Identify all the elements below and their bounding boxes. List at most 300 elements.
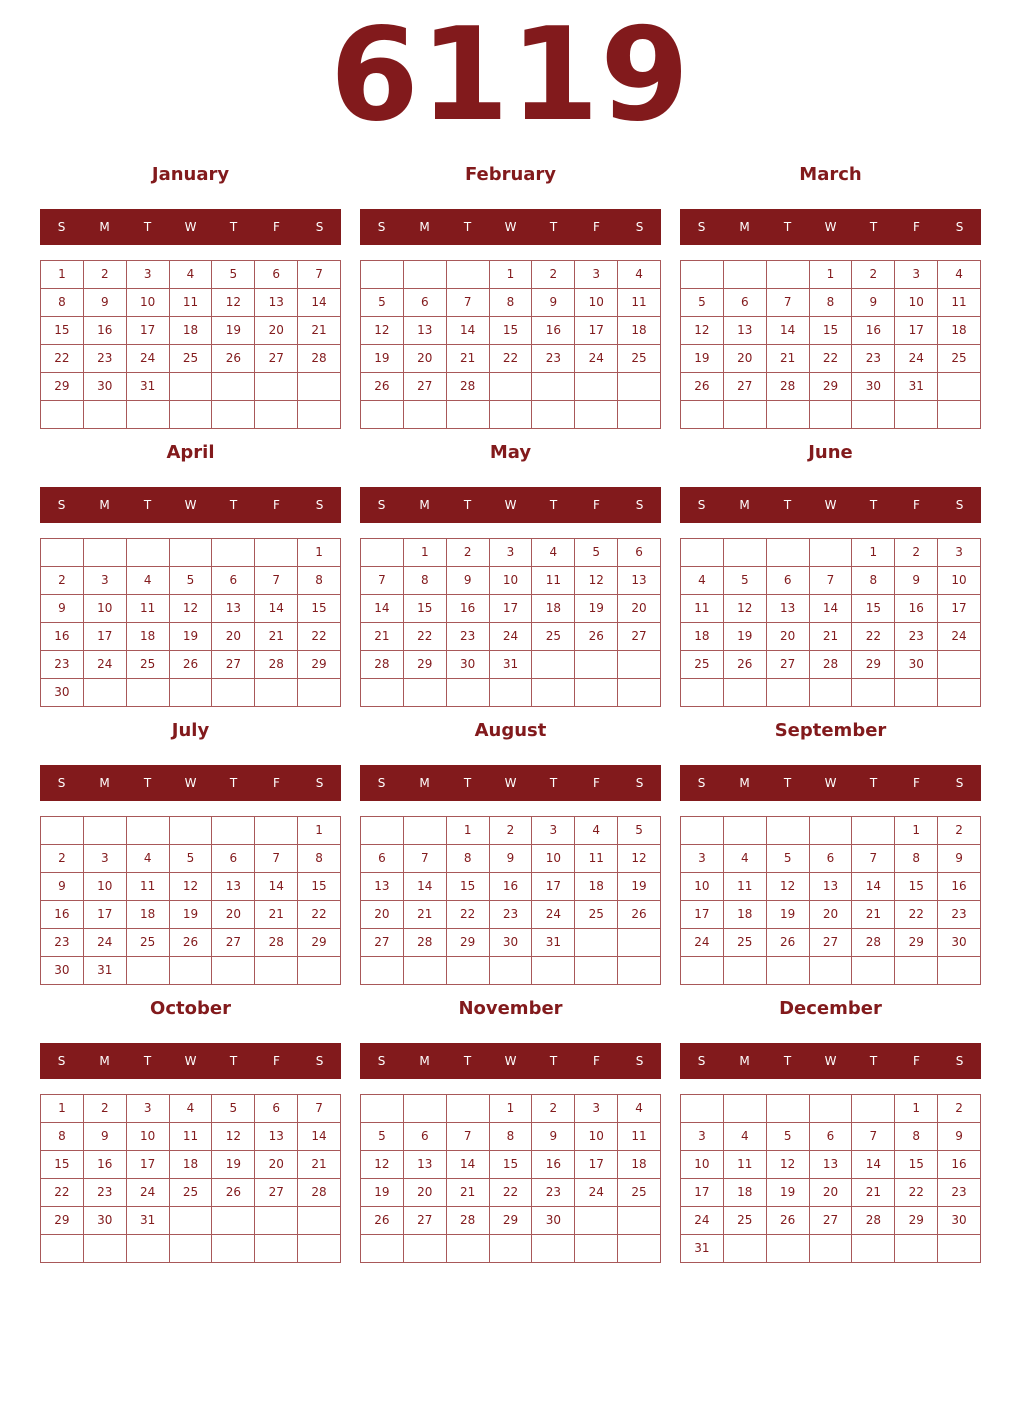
day-cell: 15 [41,1151,84,1179]
day-cell: 9 [490,845,533,873]
day-cell: 4 [127,567,170,595]
empty-day-cell [490,401,533,429]
day-cell: 2 [938,1095,981,1123]
empty-day-cell [532,651,575,679]
empty-day-cell [895,957,938,985]
empty-day-cell [361,817,404,845]
day-cell: 8 [895,1123,938,1151]
day-cell: 11 [170,1123,213,1151]
day-cell: 24 [490,623,533,651]
day-cell: 6 [724,289,767,317]
weekday-header [360,765,661,801]
day-cell: 15 [41,317,84,345]
day-cell: 2 [532,1095,575,1123]
day-cell: 28 [404,929,447,957]
day-cell: 20 [212,901,255,929]
day-cell: 1 [490,1095,533,1123]
month-april [40,438,341,707]
weekday-label: T [229,498,238,512]
weekday-header [40,765,341,801]
weekday-label: W [824,498,837,512]
day-cell: 24 [84,651,127,679]
weekday-header [680,209,981,245]
empty-day-cell [938,651,981,679]
day-cell: 15 [895,873,938,901]
day-cell: 7 [298,261,341,289]
day-cell: 16 [41,623,84,651]
day-cell: 4 [618,261,661,289]
day-cell: 13 [810,1151,853,1179]
day-cell: 31 [895,373,938,401]
day-cell: 6 [810,845,853,873]
weekday-label: F [593,498,600,512]
day-cell: 26 [767,1207,810,1235]
empty-day-cell [532,679,575,707]
empty-day-cell [361,679,404,707]
weekday-label: W [184,220,197,234]
day-cell: 18 [127,901,170,929]
day-cell: 12 [767,873,810,901]
weekday-label: F [913,1054,920,1068]
day-cell: 13 [724,317,767,345]
day-cell: 7 [255,567,298,595]
weekday-header [40,1043,341,1079]
empty-day-cell [170,539,213,567]
day-cell: 3 [490,539,533,567]
empty-day-cell [852,401,895,429]
day-cell: 7 [447,289,490,317]
empty-day-cell [575,679,618,707]
day-cell: 1 [298,539,341,567]
day-cell: 23 [41,929,84,957]
day-cell: 28 [298,345,341,373]
empty-day-cell [255,401,298,429]
weekday-label: W [504,498,517,512]
weekday-label: T [869,498,878,512]
day-cell: 15 [298,595,341,623]
empty-day-cell [84,401,127,429]
day-cell: 30 [41,679,84,707]
day-cell: 5 [618,817,661,845]
month-february [360,160,661,429]
empty-day-cell [618,373,661,401]
weekday-label: T [463,220,472,234]
weekday-label: F [273,776,280,790]
day-cell: 27 [361,929,404,957]
day-cell: 30 [895,651,938,679]
empty-day-cell [447,1095,490,1123]
day-cell: 5 [767,845,810,873]
empty-day-cell [532,957,575,985]
day-cell: 28 [255,651,298,679]
day-cell: 22 [895,901,938,929]
day-cell: 27 [810,929,853,957]
day-cell: 1 [41,261,84,289]
day-cell: 12 [361,317,404,345]
day-cell: 9 [532,1123,575,1151]
day-cell: 7 [767,289,810,317]
day-cell: 24 [895,345,938,373]
day-cell: 1 [810,261,853,289]
weekday-label: S [377,776,386,790]
day-cell: 12 [618,845,661,873]
day-cell: 19 [618,873,661,901]
empty-day-cell [852,1235,895,1263]
weekday-label: T [869,220,878,234]
empty-day-cell [618,957,661,985]
day-cell: 2 [938,817,981,845]
empty-day-cell [212,373,255,401]
empty-day-cell [127,679,170,707]
day-cell: 22 [490,345,533,373]
empty-day-cell [810,679,853,707]
day-cell: 24 [84,929,127,957]
day-cell: 6 [212,567,255,595]
weekday-label: S [57,220,66,234]
month-name: March [799,164,862,185]
day-cell: 11 [618,1123,661,1151]
day-cell: 24 [127,345,170,373]
day-cell: 22 [404,623,447,651]
day-cell: 11 [575,845,618,873]
empty-day-cell [938,679,981,707]
day-cell: 24 [575,1179,618,1207]
day-cell: 12 [681,317,724,345]
day-cell: 2 [490,817,533,845]
weekday-label: T [783,220,792,234]
day-cell: 9 [84,289,127,317]
day-cell: 3 [895,261,938,289]
weekday-label: W [184,1054,197,1068]
day-cell: 29 [41,1207,84,1235]
empty-day-cell [490,957,533,985]
empty-day-cell [361,401,404,429]
empty-day-cell [170,401,213,429]
month-name: September [774,720,887,741]
empty-day-cell [212,957,255,985]
empty-day-cell [447,401,490,429]
empty-day-cell [361,957,404,985]
day-cell: 28 [852,1207,895,1235]
day-cell: 19 [361,345,404,373]
day-cell: 10 [575,1123,618,1151]
day-cell: 16 [895,595,938,623]
weekday-label: F [273,1054,280,1068]
day-cell: 19 [724,623,767,651]
weekday-label: F [913,498,920,512]
day-cell: 19 [212,317,255,345]
day-cell: 19 [170,623,213,651]
empty-day-cell [298,1207,341,1235]
day-cell: 20 [767,623,810,651]
day-cell: 27 [810,1207,853,1235]
day-cell: 22 [298,623,341,651]
empty-day-cell [681,679,724,707]
day-cell: 22 [447,901,490,929]
empty-day-cell [532,401,575,429]
weekday-label: T [229,220,238,234]
day-cell: 18 [724,901,767,929]
day-cell: 21 [852,1179,895,1207]
weekday-label: S [635,1054,644,1068]
day-cell: 9 [41,595,84,623]
weekday-header [40,487,341,523]
day-cell: 14 [298,289,341,317]
empty-day-cell [170,373,213,401]
weekday-label: S [57,1054,66,1068]
month-name: February [464,164,557,185]
day-cell: 31 [490,651,533,679]
day-cell: 5 [212,1095,255,1123]
day-cell: 21 [404,901,447,929]
weekday-label: T [549,1054,558,1068]
day-cell: 22 [41,345,84,373]
weekday-label: T [549,776,558,790]
day-cell: 27 [212,651,255,679]
day-cell: 13 [212,873,255,901]
day-cell: 14 [361,595,404,623]
day-cell: 27 [767,651,810,679]
day-cell: 30 [938,1207,981,1235]
day-cell: 26 [618,901,661,929]
day-cell: 14 [767,317,810,345]
day-cell: 12 [212,289,255,317]
weekday-label: M [419,1054,430,1068]
day-cell: 8 [404,567,447,595]
day-cell: 17 [681,1179,724,1207]
day-cell: 2 [41,567,84,595]
day-cell: 28 [447,1207,490,1235]
day-cell: 30 [532,1207,575,1235]
day-cell: 12 [361,1151,404,1179]
weekday-header [680,1043,981,1079]
weekday-label: T [463,776,472,790]
empty-day-cell [575,401,618,429]
day-cell: 4 [938,261,981,289]
day-cell: 8 [895,845,938,873]
day-cell: 30 [447,651,490,679]
day-cell: 18 [618,1151,661,1179]
day-cell: 24 [575,345,618,373]
empty-day-cell [127,957,170,985]
weekday-label: F [913,776,920,790]
day-grid [40,260,341,429]
day-cell: 3 [84,845,127,873]
weekday-label: T [783,776,792,790]
day-cell: 27 [255,345,298,373]
day-cell: 29 [810,373,853,401]
weekday-label: S [955,776,964,790]
month-name: October [150,998,231,1019]
day-cell: 1 [41,1095,84,1123]
day-cell: 18 [170,1151,213,1179]
day-cell: 22 [852,623,895,651]
empty-day-cell [255,373,298,401]
weekday-label: M [99,1054,110,1068]
weekday-label: S [697,220,706,234]
weekday-label: S [955,498,964,512]
day-cell: 1 [490,261,533,289]
month-october [40,994,341,1263]
day-cell: 24 [938,623,981,651]
day-cell: 11 [724,873,767,901]
empty-day-cell [212,539,255,567]
day-cell: 23 [532,345,575,373]
day-cell: 19 [575,595,618,623]
weekday-label: W [824,220,837,234]
empty-day-cell [404,679,447,707]
day-cell: 14 [447,317,490,345]
day-cell: 9 [938,845,981,873]
empty-day-cell [41,539,84,567]
empty-day-cell [170,679,213,707]
empty-day-cell [298,1235,341,1263]
day-cell: 2 [895,539,938,567]
day-cell: 6 [255,1095,298,1123]
day-cell: 29 [298,929,341,957]
empty-day-cell [575,373,618,401]
day-cell: 20 [404,345,447,373]
day-cell: 8 [490,289,533,317]
day-cell: 31 [532,929,575,957]
day-cell: 29 [852,651,895,679]
day-cell: 4 [532,539,575,567]
day-cell: 14 [810,595,853,623]
empty-day-cell [447,1235,490,1263]
day-cell: 13 [810,873,853,901]
month-name: November [458,998,563,1019]
month-november [360,994,661,1263]
day-cell: 21 [810,623,853,651]
day-cell: 7 [810,567,853,595]
month-name: May [489,442,532,463]
empty-day-cell [767,1235,810,1263]
day-cell: 13 [255,289,298,317]
empty-day-cell [255,1207,298,1235]
empty-day-cell [767,1095,810,1123]
empty-day-cell [618,1207,661,1235]
day-cell: 8 [447,845,490,873]
weekday-label: S [57,776,66,790]
day-cell: 16 [490,873,533,901]
empty-day-cell [212,817,255,845]
day-cell: 10 [127,289,170,317]
empty-day-cell [212,1235,255,1263]
empty-day-cell [810,539,853,567]
day-cell: 29 [41,373,84,401]
day-cell: 10 [490,567,533,595]
weekday-label: W [504,1054,517,1068]
weekday-label: W [184,776,197,790]
month-name: July [171,720,210,741]
weekday-label: W [504,220,517,234]
weekday-label: F [273,220,280,234]
day-cell: 28 [447,373,490,401]
day-cell: 13 [767,595,810,623]
empty-day-cell [255,1235,298,1263]
day-cell: 13 [255,1123,298,1151]
day-cell: 21 [361,623,404,651]
day-cell: 15 [298,873,341,901]
day-cell: 30 [84,1207,127,1235]
weekday-label: T [229,1054,238,1068]
empty-day-cell [724,539,767,567]
day-cell: 9 [447,567,490,595]
empty-day-cell [41,1235,84,1263]
day-cell: 17 [532,873,575,901]
day-cell: 20 [618,595,661,623]
day-cell: 4 [127,845,170,873]
day-cell: 3 [575,261,618,289]
empty-day-cell [895,679,938,707]
empty-day-cell [127,1235,170,1263]
day-cell: 31 [681,1235,724,1263]
weekday-label: S [315,1054,324,1068]
day-cell: 23 [532,1179,575,1207]
empty-day-cell [852,679,895,707]
empty-day-cell [724,1235,767,1263]
day-cell: 6 [404,289,447,317]
empty-day-cell [895,401,938,429]
day-cell: 27 [724,373,767,401]
day-cell: 18 [724,1179,767,1207]
empty-day-cell [724,401,767,429]
empty-day-cell [681,261,724,289]
day-cell: 12 [767,1151,810,1179]
weekday-header [40,209,341,245]
weekday-label: S [635,776,644,790]
day-cell: 3 [575,1095,618,1123]
month-july [40,716,341,985]
day-cell: 30 [41,957,84,985]
empty-day-cell [84,817,127,845]
day-cell: 27 [404,373,447,401]
weekday-label: M [739,220,750,234]
weekday-label: M [739,776,750,790]
day-grid [40,816,341,985]
day-cell: 11 [532,567,575,595]
day-cell: 26 [170,929,213,957]
weekday-label: T [869,776,878,790]
empty-day-cell [810,1095,853,1123]
day-grid [680,816,981,985]
day-cell: 16 [84,317,127,345]
day-cell: 2 [84,261,127,289]
day-cell: 12 [170,873,213,901]
empty-day-cell [681,957,724,985]
day-cell: 13 [212,595,255,623]
day-cell: 28 [298,1179,341,1207]
day-cell: 22 [41,1179,84,1207]
empty-day-cell [84,1235,127,1263]
day-cell: 3 [84,567,127,595]
empty-day-cell [852,957,895,985]
day-cell: 20 [255,317,298,345]
day-cell: 5 [212,261,255,289]
day-cell: 20 [810,1179,853,1207]
day-cell: 18 [127,623,170,651]
day-cell: 10 [127,1123,170,1151]
empty-day-cell [532,373,575,401]
day-grid [680,260,981,429]
weekday-label: S [315,498,324,512]
weekday-label: S [377,1054,386,1068]
weekday-label: T [143,498,152,512]
empty-day-cell [404,817,447,845]
day-cell: 9 [895,567,938,595]
day-cell: 25 [127,929,170,957]
month-january [40,160,341,429]
